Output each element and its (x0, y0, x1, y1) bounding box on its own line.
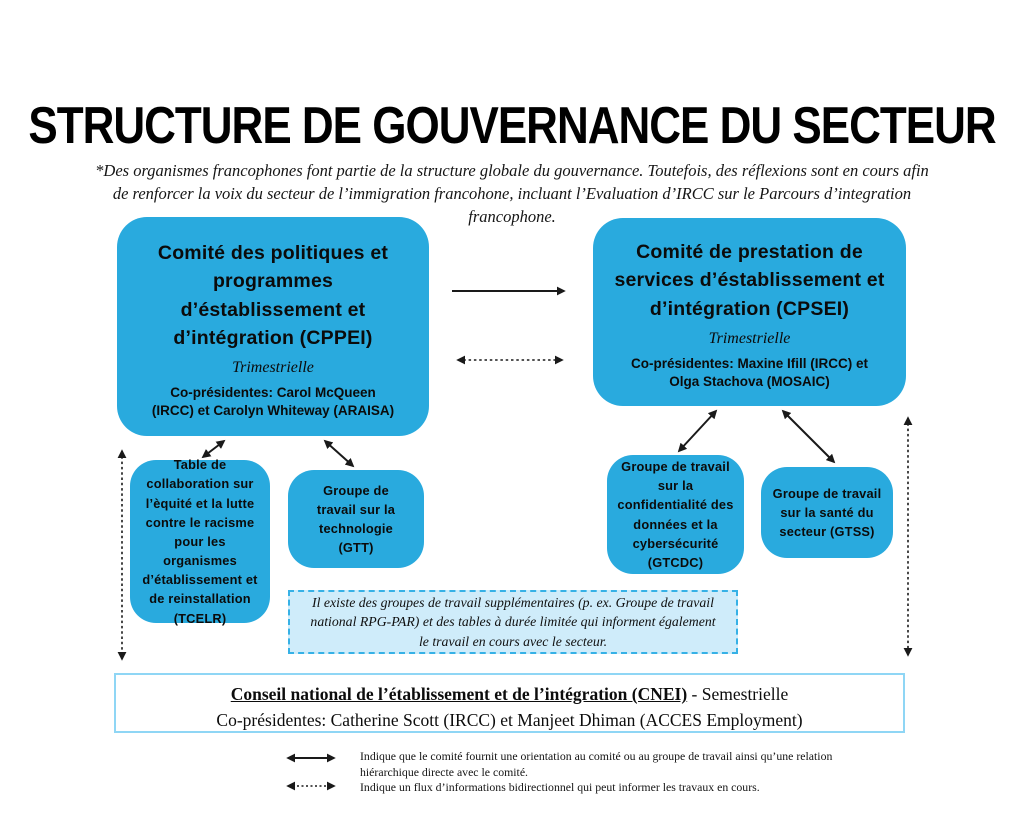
cppei-frequency: Trimestrielle (232, 359, 314, 377)
legend-item-solid-text: Indique que le comité fournit une orientation au comité ou au groupe de travail ainsi qu’une relation hiérarchique directe avec le comité. (360, 749, 833, 779)
workgroup-box-gtt (288, 470, 424, 568)
legend-item-dotted-text: Indique un flux d’informations bidirectionnel qui peut informer les travaux en cours. (360, 780, 760, 794)
cpsei-chairs: Co-présidentes: Maxine Ifill (IRCC) et Olga Stachova (MOSAIC) (630, 355, 869, 390)
gtt-label: Groupe de travail sur la technologie (GTT) (316, 482, 396, 556)
cnei-title: Conseil national de l’établissement et de l’intégration (CNEI) (230, 684, 688, 704)
arrow-cppei-gtt (325, 441, 353, 466)
workgroup-box-tcelr (130, 457, 270, 626)
cpsei-frequency: Trimestrielle (708, 329, 791, 347)
cnei-box (114, 673, 905, 733)
gtss-label: Groupe de travail sur la santé du secteur (GTSS) (772, 485, 882, 540)
arrow-cpsei-gtcdc (679, 411, 716, 451)
page-title: STRUCTURE DE GOUVERNANCE DU SECTEUR (28, 97, 996, 156)
tcelr-label: Table de collaboration sur l’èquité et la lutte contre le racisme pour les organismes d’établissement et de reinstallation (TCELR) (142, 457, 258, 626)
cpsei-title: Comité de prestation de services d’éstablissement et d’intégration (CPSEI) (614, 241, 885, 320)
intro-note: *Des organismes francophones font partie de la structure globale du gouvernance. Toutefois, des réflexions sont en cours afin de renforcer la voix du secteur de l’immigration francohone, incluant l’Evaluation d’IRCC sur le Parcours d’integration francophone. (95, 160, 929, 227)
workgroup-box-gtss (761, 467, 893, 558)
cppei-title: Comité des politiques et programmes d’éstablissement et d’intégration (CPPEI) (157, 242, 389, 349)
committee-box-cppei (117, 217, 429, 436)
gtcdc-label: Groupe de travail sur la confidentialité des données et la cybersécurité (GTCDC) (617, 458, 734, 570)
workgroup-box-gtcdc (607, 455, 744, 574)
arrow-cpsei-gtss (783, 411, 834, 462)
supplementary-note-box (288, 590, 738, 654)
cnei-heading-line (116, 681, 903, 707)
supplementary-note-text: Il existe des groupes de travail supplémentaires (p. ex. Groupe de travail national RPG-PAR) et des tables à durée limitée qui informent également le travail en cours avec le secteur. (310, 595, 716, 649)
committee-box-cpsei (593, 218, 906, 406)
cppei-chairs: Co-présidentes: Carol McQueen (IRCC) et Carolyn Whiteway (ARAISA) (151, 385, 395, 419)
cnei-frequency: - Semestrielle (687, 684, 789, 704)
cnei-chairs: Co-présidentes: Catherine Scott (IRCC) et Manjeet Dhiman (ACCES Employment) (216, 710, 803, 731)
